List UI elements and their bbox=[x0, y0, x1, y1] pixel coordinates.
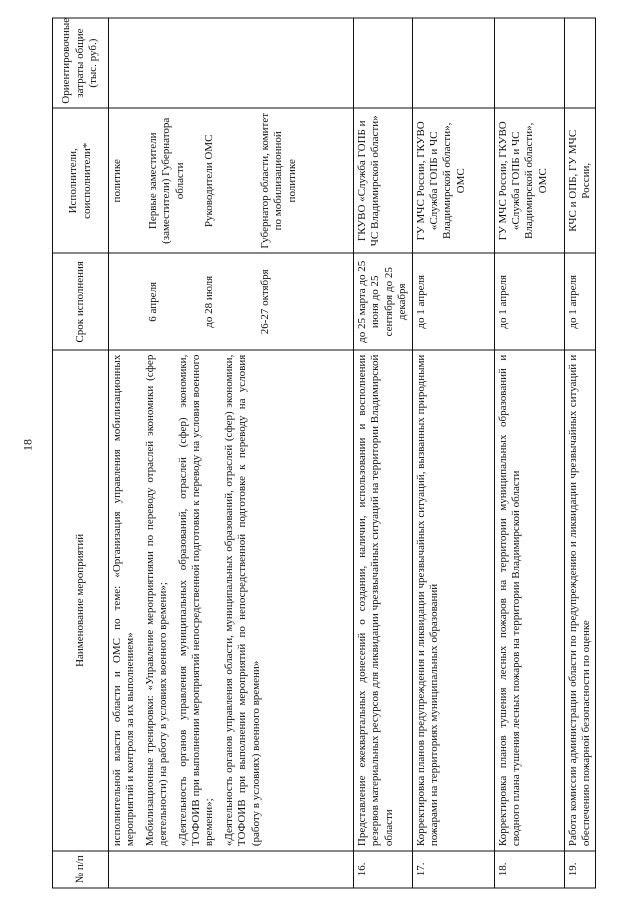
event-executors: КЧС и ОПБ, ГУ МЧС России, bbox=[564, 108, 596, 253]
table-row bbox=[109, 18, 354, 888]
event-term: до 1 апреля bbox=[494, 253, 564, 350]
term-text: 26-27 октября bbox=[259, 268, 271, 334]
executor-text: Первые заместители (заместители) Губернатора области bbox=[147, 117, 186, 244]
event-name: Работа комиссии администрации области по предупреждению и ликвидации чрезвычайных ситуаций и обеспечению пожарной безопасности по оценке bbox=[564, 350, 596, 850]
term-text: 6 апреля bbox=[147, 281, 159, 322]
header-cost: Ориентировочные затраты общие (тыс. руб.) bbox=[53, 18, 109, 108]
table-row bbox=[564, 18, 596, 888]
header-name: Наименование мероприятий bbox=[53, 350, 109, 850]
event-executors: ГКУВО «Служба ГОПБ и ЧС Владимирской области» bbox=[354, 108, 413, 253]
event-cost bbox=[412, 18, 494, 108]
events-table bbox=[52, 17, 596, 888]
row-number: 16. bbox=[354, 850, 413, 887]
header-no: № п/п bbox=[53, 850, 109, 887]
executor-text: политике bbox=[111, 158, 123, 202]
row-number: 17. bbox=[412, 850, 494, 887]
table-row bbox=[494, 18, 564, 888]
row-number: 19. bbox=[564, 850, 596, 887]
rotated-page bbox=[52, 17, 593, 888]
event-cost bbox=[109, 18, 354, 108]
event-term: до 25 марта до 25 июня до 25 сентября до 25 декабря bbox=[354, 253, 413, 350]
term-text bbox=[111, 257, 147, 345]
event-cost bbox=[564, 18, 596, 108]
event-name: Корректировка планов тушения лесных пожаров на территории муниципальных образований и сводного плана тушения лесных пожаров на территории Владимирской области bbox=[494, 350, 564, 850]
table-row bbox=[412, 18, 494, 888]
event-name bbox=[109, 350, 354, 850]
event-text: исполнительной власти области и ОМС по теме: «Организация управления мобилизационных мероприятий и контроля за их выполнением» bbox=[111, 354, 137, 846]
page-number: 18 bbox=[20, 439, 35, 451]
row-number: 18. bbox=[494, 850, 564, 887]
event-term: до 1 апреля bbox=[412, 253, 494, 350]
table-header-row bbox=[53, 18, 109, 888]
event-term: до 1 апреля bbox=[564, 253, 596, 350]
table-row bbox=[354, 18, 413, 888]
row-number bbox=[109, 850, 354, 887]
term-text: до 28 июля bbox=[203, 275, 215, 328]
event-executors: ГУ МЧС России, ГКУВО «Служба ГОПБ и ЧС Владимирской области», ОМС bbox=[412, 108, 494, 253]
event-term bbox=[109, 253, 354, 350]
event-executors: ГУ МЧС России, ГКУВО «Служба ГОПБ и ЧС Владимирской области», ОМС bbox=[494, 108, 564, 253]
header-executors: Исполнители, соисполнители* bbox=[53, 108, 109, 253]
executor-text: Губернатор области, комитет по мобилизационной политике bbox=[259, 112, 298, 249]
event-text: Мобилизационные тренировки: «Управление мероприятиями по переводу отраслей экономики (сфер деятельности) на работу в условиях военного времени»; bbox=[143, 354, 170, 846]
event-executors bbox=[109, 108, 354, 253]
event-name: Представление ежеквартальных донесений о создании, наличии, использовании и восполнении резервов материальных ресурсов для ликвидации чрезвычайных ситуаций на территории Владимирской области bbox=[354, 350, 413, 850]
event-cost bbox=[494, 18, 564, 108]
event-text: «Деятельность органов управления муниципальных образований, отраслей (сфер) экономики, ТОФОИВ при выполнении мероприятий непосредственной подготовки к переводу на условия военного времени»; bbox=[176, 354, 216, 846]
event-cost bbox=[354, 18, 413, 108]
header-term: Срок исполнения bbox=[53, 253, 109, 350]
event-text: «Деятельность органов управления области, муниципальных образований, отраслей (сфер) экономики, ТОФОИВ при выполнении мероприятий по непосредственной подготовке к переводу на условия (работу в условиях) военного времени» bbox=[222, 354, 262, 846]
event-name: Корректировка планов предупреждения и ликвидации чрезвычайных ситуаций, вызванных природными пожарами на территориях муниципальных образований bbox=[412, 350, 494, 850]
executor-text: Руководители ОМС bbox=[203, 134, 215, 227]
